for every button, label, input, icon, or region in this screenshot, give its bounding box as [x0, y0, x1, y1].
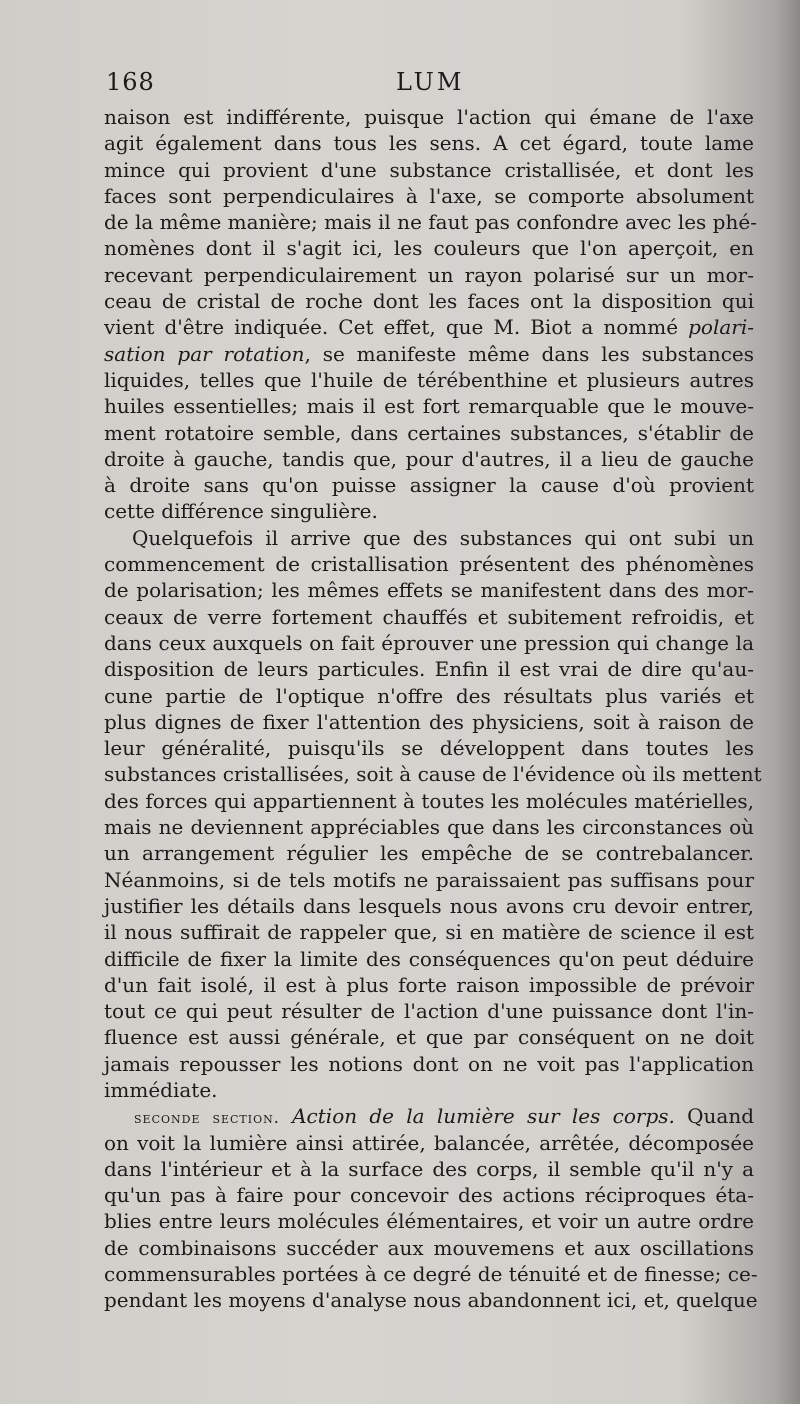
section-title: Action de la lumière sur les corps. — [292, 1104, 675, 1129]
text-line: dans ceux auxquels on fait éprouver une pression qui change la — [104, 630, 754, 655]
text-line: de combinaisons succéder aux mouvemens et aux oscillations — [104, 1235, 754, 1260]
page-header — [106, 68, 756, 102]
italic-term: sation par rotation — [104, 341, 305, 366]
text-line: blies entre leurs molécules élémentaires, et voir un autre ordre — [104, 1209, 754, 1234]
text-line: mais ne deviennent appréciables que dans les circonstances où — [104, 815, 754, 840]
text-line: commencement de cristallisation présentent des phénomènes — [104, 552, 754, 577]
text-line: ceau de cristal de roche dont les faces ont la disposition qui — [104, 289, 754, 314]
section-label: seconde section. — [134, 1108, 280, 1128]
text-line: à droite sans qu'on puisse assigner la cause d'où provient — [104, 473, 754, 498]
running-head: LUM — [396, 68, 465, 96]
text-line: agit également dans tous les sens. A cet égard, toute lame — [104, 131, 754, 156]
text-line — [104, 341, 754, 367]
italic-term: polari- — [688, 315, 754, 340]
text-line: huiles essentielles; mais il est fort remarquable que le mouve- — [104, 394, 754, 419]
text-line: Quelquefois il arrive que des substances qui ont subi un — [132, 525, 754, 550]
text-line: difficile de fixer la limite des conséquences qu'on peut déduire — [104, 946, 754, 971]
text-line: ment rotatoire semble, dans certaines substances, s'établir de — [104, 420, 754, 445]
text-line: pendant les moyens d'analyse nous abandonnent ici, et, quelque — [104, 1288, 758, 1313]
text-line: faces sont perpendiculaires à l'axe, se comporte absolument — [104, 183, 754, 208]
text-line: naison est indifférente, puisque l'action qui émane de l'axe — [104, 105, 754, 129]
text-line: jamais repousser les notions dont on ne voit pas l'application — [104, 1051, 754, 1076]
text-line: dans l'intérieur et à la surface des corps, il semble qu'il n'y a — [104, 1156, 754, 1181]
text-line: leur généralité, puisqu'ils se développent dans toutes les — [104, 736, 754, 761]
text-line: un arrangement régulier les empêche de se contrebalancer. — [104, 841, 754, 866]
text-line: droite à gauche, tandis que, pour d'autres, il a lieu de gauche — [104, 446, 754, 471]
text-line: cune partie de l'optique n'offre des résultats plus variés et — [104, 683, 754, 708]
text-line: cette différence singulière. — [104, 499, 378, 524]
text-line: liquides, telles que l'huile de térébenthine et plusieurs autres — [104, 367, 754, 392]
body-text — [104, 104, 762, 1314]
text-line: commensurables portées à ce degré de ténuité et de finesse; ce- — [104, 1262, 758, 1287]
text-span: Quand — [687, 1104, 755, 1129]
text-line: justifier les détails dans lesquels nous avons cru devoir entrer, — [104, 893, 754, 918]
text-span: vient d'être indiquée. Cet effet, que M. Biot a nommé — [104, 315, 679, 340]
text-line: on voit la lumière ainsi attirée, balancée, arrêtée, décomposée — [104, 1130, 754, 1155]
text-line: mince qui provient d'une substance cristallisée, et dont les — [104, 157, 754, 182]
text-line: de la même manière; mais il ne faut pas confondre avec les phé- — [104, 210, 757, 235]
text-line: fluence est aussi générale, et que par conséquent on ne doit — [104, 1025, 754, 1050]
text-line: recevant perpendiculairement un rayon polarisé sur un mor- — [104, 262, 754, 287]
text-line: tout ce qui peut résulter de l'action d'une puissance dont l'in- — [104, 999, 754, 1024]
text-line: ceaux de verre fortement chauffés et subitement refroidis, et — [104, 604, 754, 629]
text-line: immédiate. — [104, 1077, 218, 1102]
text-line: d'un fait isolé, il est à plus forte raison impossible de prévoir — [104, 972, 754, 997]
text-line: nomènes dont il s'agit ici, les couleurs que l'on aperçoit, en — [104, 236, 754, 261]
section-heading-line — [104, 1103, 754, 1129]
text-line: des forces qui appartiennent à toutes les molécules matérielles, — [104, 788, 754, 813]
text-span: , se manifeste même dans les substances — [304, 341, 754, 366]
text-line: substances cristallisées, soit à cause de l'évidence où ils mettent — [104, 762, 762, 787]
text-line — [104, 314, 754, 340]
text-line: Néanmoins, si de tels motifs ne paraissaient pas suffisans pour — [104, 867, 754, 892]
text-line: il nous suffirait de rappeler que, si en matière de science il est — [104, 920, 754, 945]
text-line: plus dignes de fixer l'attention des physiciens, soit à raison de — [104, 709, 754, 734]
text-line: qu'un pas à faire pour concevoir des actions réciproques éta- — [104, 1183, 754, 1208]
text-line: de polarisation; les mêmes effets se manifestent dans des mor- — [104, 578, 754, 603]
page-number: 168 — [106, 68, 155, 96]
text-line: disposition de leurs particules. Enfin il est vrai de dire qu'au- — [104, 657, 754, 682]
